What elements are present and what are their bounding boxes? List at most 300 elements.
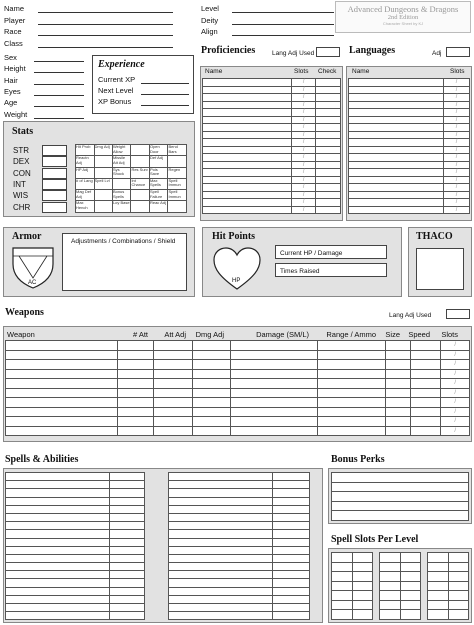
spell-row-cell[interactable] — [273, 595, 310, 603]
weapon-row-cell[interactable] — [386, 369, 410, 379]
weapon-row-cell[interactable] — [6, 417, 118, 427]
proficiency-row-cell[interactable] — [203, 131, 292, 139]
spell-slot-row-cell[interactable] — [332, 562, 353, 572]
weapon-row-cell[interactable] — [441, 388, 470, 398]
language-row-cell[interactable] — [349, 184, 444, 192]
weapon-row-cell[interactable] — [118, 417, 154, 427]
proficiency-row-cell[interactable] — [292, 184, 316, 192]
stats-detail-cell[interactable] — [149, 190, 168, 201]
weapon-row-cell[interactable] — [118, 350, 154, 360]
spell-slot-row-cell[interactable] — [332, 591, 353, 601]
thaco-input[interactable] — [416, 248, 464, 290]
spell-slot-row-cell[interactable] — [400, 553, 421, 563]
language-row-cell[interactable] — [444, 146, 470, 154]
language-row-cell[interactable] — [444, 206, 470, 214]
spell-row-cell[interactable] — [273, 546, 310, 554]
spell-row-cell[interactable] — [6, 530, 110, 538]
bio-input-2[interactable] — [34, 84, 84, 85]
weapon-row-cell[interactable] — [386, 426, 410, 436]
stats-detail-cell[interactable] — [149, 156, 168, 167]
proficiency-row-cell[interactable] — [203, 109, 292, 117]
weapon-row-cell[interactable] — [118, 398, 154, 408]
stats-detail-cell[interactable] — [168, 201, 187, 212]
language-row-cell[interactable] — [349, 86, 444, 94]
weapon-row-cell[interactable] — [410, 417, 441, 427]
spell-row-cell[interactable] — [169, 571, 273, 579]
weapon-row-cell[interactable] — [118, 341, 154, 351]
spell-slot-row-cell[interactable] — [400, 562, 421, 572]
spell-row-cell[interactable] — [6, 587, 110, 595]
proficiency-row-cell[interactable] — [292, 146, 316, 154]
spell-slot-row-cell[interactable] — [332, 572, 353, 582]
perk-row-cell[interactable] — [332, 492, 469, 502]
weapon-row-cell[interactable] — [386, 360, 410, 370]
header-right-input-1[interactable] — [232, 24, 334, 25]
weapon-row-cell[interactable] — [318, 388, 386, 398]
stats-detail-cell[interactable] — [94, 178, 112, 189]
xp-input-0[interactable] — [141, 83, 189, 84]
spell-slot-row-cell[interactable] — [352, 591, 373, 601]
proficiency-row-cell[interactable] — [292, 124, 316, 132]
weapon-row-cell[interactable] — [6, 369, 118, 379]
spell-slot-row-cell[interactable] — [448, 610, 469, 620]
weapon-row-cell[interactable] — [441, 341, 470, 351]
weapon-row-cell[interactable] — [153, 398, 192, 408]
perk-row-cell[interactable] — [332, 482, 469, 492]
spell-row-cell[interactable] — [6, 563, 110, 571]
proficiency-row-cell[interactable] — [292, 161, 316, 169]
weapon-row-cell[interactable] — [410, 407, 441, 417]
spell-slot-row-cell[interactable] — [332, 581, 353, 591]
stats-detail-cell[interactable] — [76, 178, 95, 189]
stats-detail-cell[interactable] — [131, 178, 150, 189]
weapon-row-cell[interactable] — [441, 398, 470, 408]
stats-detail-cell[interactable] — [131, 167, 150, 178]
stats-detail-cell[interactable] — [149, 167, 168, 178]
spell-row-cell[interactable] — [169, 489, 273, 497]
spell-row-cell[interactable] — [169, 522, 273, 530]
current-hp-box[interactable] — [275, 245, 387, 259]
stats-detail-cell[interactable] — [76, 145, 95, 156]
weapon-row-cell[interactable] — [118, 360, 154, 370]
weapon-row-cell[interactable] — [318, 407, 386, 417]
proficiency-row-cell[interactable] — [292, 206, 316, 214]
times-raised-box[interactable] — [275, 263, 387, 277]
language-row-cell[interactable] — [444, 139, 470, 147]
stats-detail-cell[interactable] — [76, 190, 95, 201]
spell-row-cell[interactable] — [273, 473, 310, 481]
weapon-row-cell[interactable] — [231, 417, 318, 427]
weapon-row-cell[interactable] — [441, 407, 470, 417]
proficiency-row-cell[interactable] — [203, 199, 292, 207]
proficiency-row-cell[interactable] — [203, 94, 292, 102]
weapon-row-cell[interactable] — [153, 407, 192, 417]
language-row-cell[interactable] — [349, 161, 444, 169]
language-row-cell[interactable] — [444, 169, 470, 177]
bio-input-3[interactable] — [34, 95, 84, 96]
proficiency-row-cell[interactable] — [292, 86, 316, 94]
proficiency-row-cell[interactable] — [203, 79, 292, 87]
spell-row-cell[interactable] — [6, 546, 110, 554]
proficiency-row-cell[interactable] — [316, 139, 341, 147]
weapon-row-cell[interactable] — [231, 407, 318, 417]
ability-score-con[interactable] — [42, 168, 67, 179]
stats-detail-cell[interactable] — [76, 156, 95, 167]
spell-row-cell[interactable] — [169, 513, 273, 521]
spell-row-cell[interactable] — [6, 489, 110, 497]
spell-row-cell[interactable] — [110, 505, 145, 513]
stats-detail-cell[interactable] — [168, 167, 187, 178]
spell-row-cell[interactable] — [6, 579, 110, 587]
spell-row-cell[interactable] — [110, 481, 145, 489]
spell-slot-row-cell[interactable] — [380, 591, 401, 601]
proficiency-row-cell[interactable] — [292, 154, 316, 162]
proficiency-row-cell[interactable] — [203, 184, 292, 192]
weapon-row-cell[interactable] — [192, 388, 231, 398]
stats-detail-cell[interactable] — [112, 145, 131, 156]
spell-slot-row-cell[interactable] — [400, 572, 421, 582]
ability-score-str[interactable] — [42, 145, 67, 156]
ability-score-dex[interactable] — [42, 156, 67, 167]
proficiency-row-cell[interactable] — [316, 116, 341, 124]
proficiency-row-cell[interactable] — [316, 169, 341, 177]
weapon-row-cell[interactable] — [410, 388, 441, 398]
weapon-row-cell[interactable] — [118, 369, 154, 379]
weapon-row-cell[interactable] — [231, 360, 318, 370]
spell-row-cell[interactable] — [110, 530, 145, 538]
weapon-row-cell[interactable] — [192, 417, 231, 427]
language-row-cell[interactable] — [444, 176, 470, 184]
spell-row-cell[interactable] — [273, 505, 310, 513]
proficiency-row-cell[interactable] — [203, 101, 292, 109]
spell-slot-row-cell[interactable] — [380, 610, 401, 620]
spell-row-cell[interactable] — [110, 571, 145, 579]
weapon-row-cell[interactable] — [318, 369, 386, 379]
weapon-row-cell[interactable] — [153, 350, 192, 360]
proficiency-row-cell[interactable] — [316, 184, 341, 192]
weapon-row-cell[interactable] — [318, 417, 386, 427]
weapon-row-cell[interactable] — [153, 341, 192, 351]
header-left-input-1[interactable] — [38, 24, 173, 25]
weapon-row-cell[interactable] — [231, 369, 318, 379]
spell-slot-row-cell[interactable] — [352, 553, 373, 563]
proficiency-row-cell[interactable] — [292, 139, 316, 147]
spell-row-cell[interactable] — [169, 563, 273, 571]
spell-slot-row-cell[interactable] — [448, 553, 469, 563]
armor-adjustments-box[interactable] — [62, 233, 187, 291]
proficiency-row-cell[interactable] — [203, 169, 292, 177]
language-row-cell[interactable] — [444, 109, 470, 117]
stats-detail-cell[interactable] — [168, 145, 187, 156]
perk-row-cell[interactable] — [332, 511, 469, 521]
spell-slot-row-cell[interactable] — [428, 553, 449, 563]
spell-row-cell[interactable] — [273, 554, 310, 562]
spell-slot-row-cell[interactable] — [428, 610, 449, 620]
spell-slot-row-cell[interactable] — [352, 610, 373, 620]
language-row-cell[interactable] — [444, 94, 470, 102]
spell-slot-row-cell[interactable] — [352, 581, 373, 591]
spell-slot-row-cell[interactable] — [400, 591, 421, 601]
spell-row-cell[interactable] — [169, 554, 273, 562]
weapon-row-cell[interactable] — [441, 426, 470, 436]
weapon-row-cell[interactable] — [6, 407, 118, 417]
language-row-cell[interactable] — [444, 79, 470, 87]
proficiency-row-cell[interactable] — [203, 86, 292, 94]
perk-row-cell[interactable] — [332, 501, 469, 511]
proficiency-row-cell[interactable] — [292, 176, 316, 184]
spell-row-cell[interactable] — [110, 563, 145, 571]
weapon-row-cell[interactable] — [192, 360, 231, 370]
proficiency-row-cell[interactable] — [203, 124, 292, 132]
proficiency-row-cell[interactable] — [292, 169, 316, 177]
spell-row-cell[interactable] — [110, 513, 145, 521]
weapon-row-cell[interactable] — [231, 426, 318, 436]
stats-detail-cell[interactable] — [94, 167, 112, 178]
language-row-cell[interactable] — [444, 101, 470, 109]
spell-row-cell[interactable] — [6, 497, 110, 505]
weapon-row-cell[interactable] — [318, 398, 386, 408]
spell-row-cell[interactable] — [273, 497, 310, 505]
language-row-cell[interactable] — [349, 116, 444, 124]
spell-row-cell[interactable] — [6, 612, 110, 620]
weapon-row-cell[interactable] — [441, 360, 470, 370]
weapon-row-cell[interactable] — [6, 398, 118, 408]
spell-slot-row-cell[interactable] — [352, 600, 373, 610]
proficiency-row-cell[interactable] — [316, 131, 341, 139]
weapons-lang-adj-input[interactable] — [446, 309, 470, 319]
weapon-row-cell[interactable] — [153, 369, 192, 379]
spell-slot-row-cell[interactable] — [448, 600, 469, 610]
perk-row-cell[interactable] — [332, 473, 469, 483]
spell-slot-row-cell[interactable] — [448, 562, 469, 572]
language-row-cell[interactable] — [444, 191, 470, 199]
language-row-cell[interactable] — [349, 206, 444, 214]
proficiency-row-cell[interactable] — [316, 206, 341, 214]
proficiency-row-cell[interactable] — [203, 161, 292, 169]
weapon-row-cell[interactable] — [231, 379, 318, 389]
spell-row-cell[interactable] — [6, 473, 110, 481]
spell-row-cell[interactable] — [110, 473, 145, 481]
weapon-row-cell[interactable] — [192, 350, 231, 360]
spell-slot-row-cell[interactable] — [428, 572, 449, 582]
spell-slot-row-cell[interactable] — [400, 581, 421, 591]
spell-row-cell[interactable] — [273, 489, 310, 497]
stats-detail-cell[interactable] — [94, 156, 112, 167]
weapon-row-cell[interactable] — [386, 407, 410, 417]
stats-detail-cell[interactable] — [112, 156, 131, 167]
spell-row-cell[interactable] — [6, 538, 110, 546]
stats-detail-cell[interactable] — [94, 201, 112, 212]
weapon-row-cell[interactable] — [441, 350, 470, 360]
language-row-cell[interactable] — [349, 199, 444, 207]
proficiency-row-cell[interactable] — [316, 101, 341, 109]
spell-row-cell[interactable] — [110, 604, 145, 612]
xp-input-2[interactable] — [141, 105, 189, 106]
spell-slot-row-cell[interactable] — [380, 581, 401, 591]
proficiency-row-cell[interactable] — [203, 191, 292, 199]
spell-row-cell[interactable] — [273, 522, 310, 530]
weapon-row-cell[interactable] — [153, 388, 192, 398]
stats-detail-cell[interactable] — [131, 156, 150, 167]
proficiency-row-cell[interactable] — [203, 116, 292, 124]
weapon-row-cell[interactable] — [231, 341, 318, 351]
stats-detail-cell[interactable] — [131, 201, 150, 212]
proficiency-row-cell[interactable] — [316, 109, 341, 117]
weapon-row-cell[interactable] — [410, 360, 441, 370]
spell-row-cell[interactable] — [110, 497, 145, 505]
language-row-cell[interactable] — [349, 79, 444, 87]
spell-slot-row-cell[interactable] — [352, 572, 373, 582]
weapon-row-cell[interactable] — [231, 388, 318, 398]
spell-slot-row-cell[interactable] — [332, 553, 353, 563]
spell-row-cell[interactable] — [273, 563, 310, 571]
header-left-input-0[interactable] — [38, 12, 173, 13]
language-row-cell[interactable] — [444, 86, 470, 94]
language-row-cell[interactable] — [444, 116, 470, 124]
language-row-cell[interactable] — [349, 191, 444, 199]
spell-row-cell[interactable] — [6, 505, 110, 513]
spell-row-cell[interactable] — [169, 612, 273, 620]
stats-detail-cell[interactable] — [112, 167, 131, 178]
spell-row-cell[interactable] — [169, 481, 273, 489]
ability-score-chr[interactable] — [42, 202, 67, 213]
stats-detail-cell[interactable] — [112, 201, 131, 212]
spell-row-cell[interactable] — [169, 595, 273, 603]
stats-detail-cell[interactable] — [131, 145, 150, 156]
spell-slot-row-cell[interactable] — [380, 572, 401, 582]
spell-row-cell[interactable] — [110, 554, 145, 562]
stats-detail-cell[interactable] — [168, 190, 187, 201]
weapon-row-cell[interactable] — [192, 426, 231, 436]
weapon-row-cell[interactable] — [441, 417, 470, 427]
spell-slot-row-cell[interactable] — [380, 562, 401, 572]
weapon-row-cell[interactable] — [6, 350, 118, 360]
stats-detail-cell[interactable] — [76, 201, 95, 212]
spell-row-cell[interactable] — [6, 595, 110, 603]
bio-input-4[interactable] — [34, 106, 84, 107]
proficiency-row-cell[interactable] — [292, 101, 316, 109]
spell-slot-row-cell[interactable] — [448, 572, 469, 582]
proficiency-row-cell[interactable] — [203, 146, 292, 154]
proficiency-row-cell[interactable] — [292, 131, 316, 139]
language-row-cell[interactable] — [444, 161, 470, 169]
language-row-cell[interactable] — [349, 146, 444, 154]
weapon-row-cell[interactable] — [441, 369, 470, 379]
bio-input-5[interactable] — [34, 118, 84, 119]
spell-row-cell[interactable] — [110, 489, 145, 497]
header-right-input-0[interactable] — [232, 12, 334, 13]
stats-detail-cell[interactable] — [149, 178, 168, 189]
spell-slot-row-cell[interactable] — [352, 562, 373, 572]
ability-score-wis[interactable] — [42, 190, 67, 201]
proficiency-row-cell[interactable] — [316, 176, 341, 184]
spell-row-cell[interactable] — [6, 571, 110, 579]
spell-row-cell[interactable] — [169, 497, 273, 505]
weapon-row-cell[interactable] — [6, 379, 118, 389]
weapon-row-cell[interactable] — [118, 426, 154, 436]
weapon-row-cell[interactable] — [410, 341, 441, 351]
spell-row-cell[interactable] — [110, 538, 145, 546]
spell-row-cell[interactable] — [6, 554, 110, 562]
proficiency-row-cell[interactable] — [316, 199, 341, 207]
stats-detail-cell[interactable] — [94, 145, 112, 156]
spell-slot-row-cell[interactable] — [428, 562, 449, 572]
language-row-cell[interactable] — [349, 101, 444, 109]
language-row-cell[interactable] — [349, 139, 444, 147]
weapon-row-cell[interactable] — [386, 379, 410, 389]
proficiency-row-cell[interactable] — [292, 191, 316, 199]
stats-detail-cell[interactable] — [168, 156, 187, 167]
stats-detail-cell[interactable] — [149, 145, 168, 156]
proficiency-row-cell[interactable] — [203, 206, 292, 214]
spell-row-cell[interactable] — [169, 473, 273, 481]
language-row-cell[interactable] — [349, 154, 444, 162]
spell-row-cell[interactable] — [6, 604, 110, 612]
proficiency-row-cell[interactable] — [292, 79, 316, 87]
weapon-row-cell[interactable] — [386, 350, 410, 360]
spell-row-cell[interactable] — [110, 587, 145, 595]
spell-row-cell[interactable] — [273, 587, 310, 595]
spell-slot-row-cell[interactable] — [332, 610, 353, 620]
spell-row-cell[interactable] — [110, 595, 145, 603]
weapon-row-cell[interactable] — [153, 379, 192, 389]
spell-slot-row-cell[interactable] — [448, 581, 469, 591]
spell-row-cell[interactable] — [169, 505, 273, 513]
spell-row-cell[interactable] — [169, 538, 273, 546]
weapon-row-cell[interactable] — [441, 379, 470, 389]
weapon-row-cell[interactable] — [386, 341, 410, 351]
weapon-row-cell[interactable] — [410, 379, 441, 389]
proficiency-row-cell[interactable] — [316, 161, 341, 169]
weapon-row-cell[interactable] — [6, 341, 118, 351]
weapon-row-cell[interactable] — [192, 379, 231, 389]
spell-row-cell[interactable] — [169, 604, 273, 612]
weapon-row-cell[interactable] — [192, 407, 231, 417]
stats-detail-cell[interactable] — [112, 190, 131, 201]
proficiency-row-cell[interactable] — [292, 199, 316, 207]
language-row-cell[interactable] — [349, 109, 444, 117]
weapon-row-cell[interactable] — [6, 360, 118, 370]
spell-slot-row-cell[interactable] — [332, 600, 353, 610]
weapon-row-cell[interactable] — [153, 426, 192, 436]
weapon-row-cell[interactable] — [318, 341, 386, 351]
proficiency-row-cell[interactable] — [316, 124, 341, 132]
weapon-row-cell[interactable] — [386, 417, 410, 427]
weapon-row-cell[interactable] — [153, 360, 192, 370]
spell-row-cell[interactable] — [6, 481, 110, 489]
weapon-row-cell[interactable] — [118, 379, 154, 389]
spell-row-cell[interactable] — [169, 530, 273, 538]
stats-detail-cell[interactable] — [76, 167, 95, 178]
spell-slot-row-cell[interactable] — [400, 600, 421, 610]
language-row-cell[interactable] — [444, 184, 470, 192]
weapon-row-cell[interactable] — [118, 407, 154, 417]
spell-row-cell[interactable] — [169, 579, 273, 587]
stats-detail-cell[interactable] — [168, 178, 187, 189]
proficiency-row-cell[interactable] — [203, 139, 292, 147]
proficiency-row-cell[interactable] — [203, 154, 292, 162]
spell-row-cell[interactable] — [273, 571, 310, 579]
weapon-row-cell[interactable] — [410, 350, 441, 360]
weapon-row-cell[interactable] — [318, 360, 386, 370]
spell-row-cell[interactable] — [273, 513, 310, 521]
spell-row-cell[interactable] — [273, 481, 310, 489]
language-row-cell[interactable] — [349, 124, 444, 132]
weapon-row-cell[interactable] — [231, 350, 318, 360]
spell-row-cell[interactable] — [169, 587, 273, 595]
weapon-row-cell[interactable] — [6, 388, 118, 398]
spell-row-cell[interactable] — [110, 522, 145, 530]
